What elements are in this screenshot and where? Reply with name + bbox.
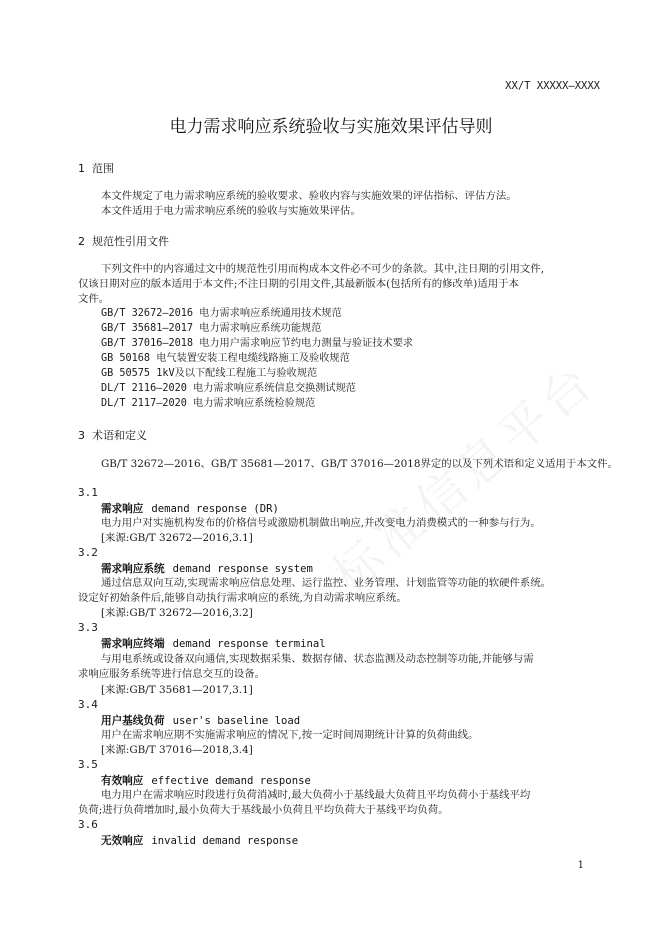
- term-definition: 用户在需求响应期不实施需求响应的情况下,按一定时间周期统计计算的负荷曲线。: [101, 729, 479, 741]
- paragraph-line: 下列文件中的内容通过文中的规范性引用而构成本文件必不可少的条款。其中,注日期的引用文件,: [101, 263, 545, 275]
- term-english: demand response system: [172, 563, 313, 575]
- term-source: [来源:GB/T 32672—2016,3.2]: [101, 607, 253, 619]
- term-chinese: 需求响应系统: [101, 563, 165, 575]
- term-definition: 与用电系统或设备双向通信,实现数据采集、数据存储、状态监测及动态控制等功能,并能够与需: [101, 653, 534, 665]
- term-english: effective demand response: [151, 775, 311, 787]
- term-english: invalid demand response: [151, 835, 299, 847]
- paragraph-line: 本文件规定了电力需求响应系统的验收要求、验收内容与实施效果的评估指标、评估方法。: [101, 190, 517, 202]
- reference-item: GB 50168 电气装置安装工程电缆线路施工及验收规范: [101, 353, 350, 364]
- section-2-heading: 2 规范性引用文件: [78, 235, 169, 248]
- term-definition: 负荷;进行负荷增加时,最小负荷大于基线最小负荷且平均负荷大于基线平均负荷。: [78, 804, 449, 816]
- term-heading: [101, 833, 298, 848]
- term-chinese: 需求响应: [101, 503, 144, 515]
- term-definition: 求响应服务系统等进行信息交互的设备。: [78, 668, 266, 680]
- term-chinese: 用户基线负荷: [101, 715, 165, 727]
- watermark: [316, 344, 609, 605]
- document-code: XX/T XXXXX—XXXX: [505, 80, 600, 92]
- paragraph-line: 仅该日期对应的版本适用于本文件;不注日期的引用文件,其最新版本(包括所有的修改单)适用于本: [78, 278, 519, 290]
- term-heading: [101, 636, 326, 651]
- term-source: [来源:GB/T 35681—2017,3.1]: [101, 684, 253, 696]
- section-1-heading: 1 范围: [78, 162, 114, 175]
- term-english: user's baseline load: [172, 715, 301, 727]
- term-heading: [101, 501, 279, 516]
- paragraph-line: 文件。: [78, 293, 110, 305]
- term-heading: [101, 713, 300, 728]
- term-source: [来源:GB/T 37016—2018,3.4]: [101, 744, 253, 756]
- term-chinese: 无效响应: [101, 835, 144, 847]
- document-title: 电力需求响应系统验收与实施效果评估导则: [169, 117, 493, 137]
- term-number: 3.3: [78, 621, 98, 634]
- term-source: [来源:GB/T 32672—2016,3.1]: [101, 532, 253, 544]
- term-number: 3.5: [78, 758, 98, 771]
- reference-item: DL/T 2116—2020 电力需求响应系统信息交换测试规范: [101, 383, 356, 394]
- paragraph-line: GB/T 32672—2016、GB/T 35681—2017、GB/T 37016—2018界定的以及下列术语和定义适用于本文件。: [101, 458, 618, 470]
- section-3-heading: 3 术语和定义: [78, 429, 147, 442]
- term-english: demand response terminal: [172, 638, 326, 650]
- reference-item: GB/T 32672—2016 电力需求响应系统通用技术规范: [101, 308, 342, 319]
- paragraph-line: 本文件适用于电力需求响应系统的验收与实施效果评估。: [101, 205, 361, 217]
- term-number: 3.1: [78, 486, 98, 499]
- term-english: demand response (DR): [151, 503, 279, 515]
- term-definition: 电力用户对实施机构发布的价格信号或激励机制做出响应,并改变电力消费模式的一种参与行为。: [101, 517, 541, 529]
- term-heading: [101, 773, 311, 788]
- term-definition: 设定好初始条件后,能够自动执行需求响应的系统,为自动需求响应系统。: [78, 592, 407, 604]
- reference-item: DL/T 2117—2020 电力需求响应系统检验规范: [101, 398, 316, 409]
- term-heading: [101, 561, 313, 576]
- term-definition: 通过信息双向互动,实现需求响应信息处理、运行监控、业务管理、计划监管等功能的软硬件系统。: [101, 577, 552, 589]
- reference-item: GB/T 37016—2018 电力用户需求响应节约电力测量与验证技术要求: [101, 338, 414, 349]
- term-definition: 电力用户在需求响应时段进行负荷消减时,最大负荷小于基线最大负荷且平均负荷小于基线平均: [101, 789, 531, 801]
- term-number: 3.2: [78, 546, 98, 559]
- term-chinese: 需求响应终端: [101, 638, 165, 650]
- reference-item: GB 50575 1kV及以下配线工程施工与验收规范: [101, 368, 318, 379]
- term-number: 3.4: [78, 698, 98, 711]
- term-chinese: 有效响应: [101, 775, 144, 787]
- reference-item: GB/T 35681—2017 电力需求响应系统功能规范: [101, 323, 322, 334]
- page-number: 1: [577, 860, 584, 871]
- term-number: 3.6: [78, 818, 98, 831]
